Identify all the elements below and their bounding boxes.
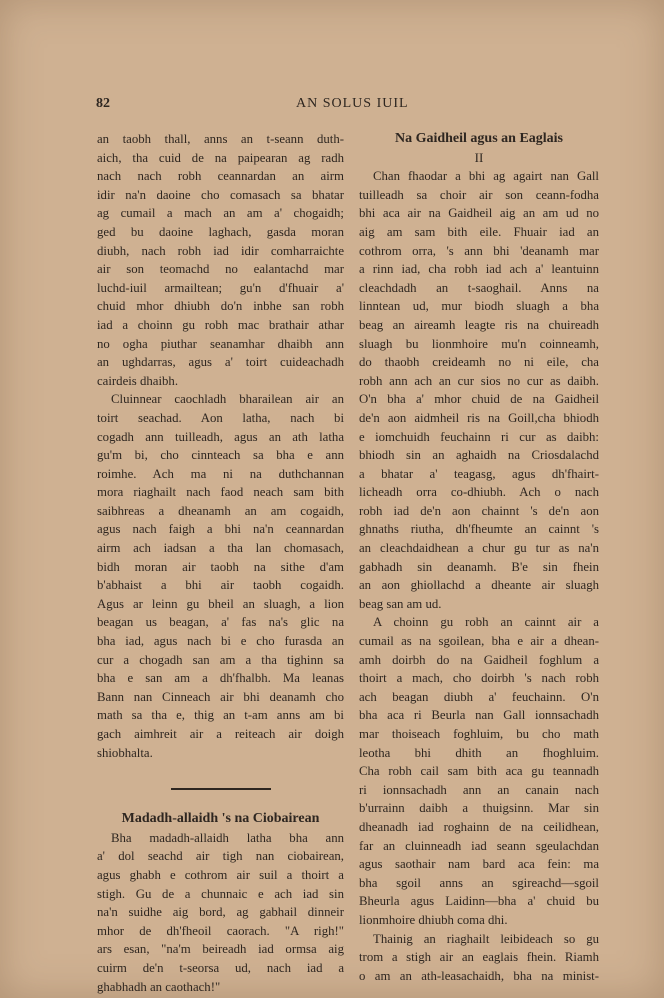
text-line: bha e san am a dh'fhalbh. Ma leanas [97, 671, 344, 686]
text-line: thoirt a mach, cho doirbh 's nach robh [359, 671, 599, 686]
text-line: nach nach robh ceannardan an airm [97, 169, 344, 184]
text-line: O'n bha a' mhor chuid de na Gaidheil [359, 392, 599, 407]
article-part-numeral: II [474, 149, 484, 165]
text-line: shiobhalta. [97, 745, 153, 760]
text-line: iad a choinn gu robh mac brathair athar [97, 317, 344, 332]
text-line: idir na'n daoine cho comasach sa bhatar [97, 187, 344, 202]
text-line: trom a stigh air an eaglais fhein. Riamh [359, 950, 599, 965]
text-line: Bheurla agus Laidinn—bha a' chuid bu [359, 894, 599, 909]
text-line: cairdeis dhaibh. [97, 373, 179, 388]
text-line: gu'm bi, cho cinnteach sa bha e ann [97, 448, 344, 463]
text-line: luchd-iuil armailtean; gu'n d'fhuair a' [97, 280, 344, 295]
text-line: b'abhaist a bhi air taobh cogaidh. [97, 578, 344, 593]
text-line: chuid mhor dhiubh do'n inbhe san robh [97, 299, 344, 314]
text-line: stigh. Gu de a chunnaic e ach iad sin [97, 886, 344, 901]
text-line: beag san am ud. [359, 596, 442, 611]
text-line: amh doirbh do na Gaidheil foghlum a [359, 652, 599, 667]
text-line: bidh moran air taobh na sithe d'am [97, 559, 344, 574]
text-line: toirt seachad. Aon latha, nach bi [97, 410, 344, 425]
text-line: bhiodh sin an aghaidh na Criosdalachd [359, 448, 599, 463]
text-line: Thainig an riaghailt leibideach so gu [373, 931, 599, 946]
text-line: beag an aireamh leagte ris na chuireadh [359, 317, 599, 332]
text-line: cuirm de'n t-seorsa ud, nach iad a [97, 960, 344, 975]
text-line: agus ghabh e cothrom air suil a thoirt a [97, 867, 344, 882]
text-line: bha iad, agus nach bi e cho furasda an [97, 634, 344, 649]
text-line: ged bu daoine laghach, gasda moran [97, 224, 344, 239]
text-line: robh iad de'n aon chainnt 's de'n aon [359, 503, 599, 518]
text-line: aich, tha cuid de na paipearan ag radh [97, 150, 344, 165]
text-line: diubh, nach robh iad idir comharraichte [97, 243, 344, 258]
right-paragraph-3 [359, 930, 599, 986]
text-line: bha aca ri Beurla nan Gall ionnsachadh [359, 708, 599, 723]
text-line: ars esan, "na'm beireadh iad ormsa aig [97, 942, 344, 957]
running-head: AN SOLUS IUIL [296, 96, 409, 111]
text-line: o am an ath-leasachaidh, bha na minist- [359, 968, 599, 983]
story-title: Madadh-allaidh 's na Ciobairean [121, 811, 320, 827]
left-paragraph-2 [97, 390, 344, 762]
text-line: agus nach faigh a bhi na'n ceannardan [97, 522, 344, 537]
text-line: Cluinnear caochladh bharailean air an [111, 392, 344, 407]
left-paragraph-3 [97, 829, 344, 996]
page-number: 82 [96, 96, 110, 111]
text-line: dheanadh iad roghainn de na ceilidhean, [359, 819, 599, 834]
text-line: an cleachdaidhean a chur gu tur as na'n [359, 541, 599, 556]
text-line: do thaobh creideamh no ni eile, cha [359, 355, 599, 370]
text-line: de'n aon aidmheil ris na Goill,cha bhiodh [359, 410, 599, 425]
text-line: ri ionnsachadh ann an canain nach [359, 782, 599, 797]
right-column [359, 130, 599, 985]
text-line: a bhatar a' teagasg, agus dh'fhairt- [359, 466, 599, 481]
text-line: saibhreas a dheanamh an am cogaidh, [97, 503, 344, 518]
article-title: Na Gaidheil agus an Eaglais [394, 131, 564, 146]
text-line: lionmhoire dhiubh coma dhi. [359, 912, 508, 927]
left-column [97, 130, 344, 996]
text-line: A choinn gu robh an cainnt air a [373, 615, 599, 630]
text-line: Chan fhaodar a bhi ag agairt nan Gall [373, 169, 599, 184]
text-line: b'urrainn daibh a thuigsinn. Mar sin [359, 801, 599, 816]
text-line: Agus ar leinn gu bheil an sluagh, a lion [97, 596, 344, 611]
text-line: airm ach iadsan a tha lan chomasach, [97, 541, 344, 556]
text-line: an taobh thall, anns an t-seann duth- [97, 132, 344, 146]
right-paragraph-1 [359, 167, 599, 613]
text-line: ach beagan diubh a' feuchainn. O'n [359, 689, 599, 704]
text-line: robh ann ach an cur sios no cur as daibh. [359, 373, 599, 388]
text-line: Bann nan Cinneach air bhi deanamh cho [97, 689, 344, 704]
text-line: na'n suidhe aig bord, ag gabhail dinneir [97, 905, 344, 920]
text-line: far an cluinneadh iad seann sgeulachdan [359, 838, 599, 853]
text-line: cur a chogadh san am a tha tighinn sa [97, 652, 344, 667]
text-line: a rinn iad, cha robh iad ach a' leantuinn [359, 262, 599, 277]
text-line: sluagh bu lionmhoire mu'n coinneamh, [359, 336, 599, 351]
section-divider [171, 788, 271, 790]
text-line: bhi aca air na Gaidheil aig an am ud no [359, 206, 599, 221]
text-line: mhor de dh'fheoil caorach. "A righ!" [97, 923, 344, 938]
text-line: ag cumail a mach an am a' chogaidh; [97, 206, 344, 221]
text-line: bha sgoil anns an sgireachd—sgoil [359, 875, 599, 890]
text-line: an ughdarras, agus a' toirt cuideachadh [97, 355, 344, 370]
text-line: gach aimhreit air a reiteach air doigh [97, 727, 344, 741]
text-line: an aon ghiollachd a dheante air sluagh [359, 578, 599, 593]
text-line: agus saothair nam bard aca fein: ma [359, 857, 599, 872]
text-line: beagan us beagan, a' fas na's glic na [97, 615, 344, 630]
page-header [96, 96, 614, 116]
text-line: mora riaghailt nach faod neach sam bith [97, 485, 344, 500]
text-line: cogadh ann tuilleadh, agus an ath latha [97, 429, 344, 444]
text-line: aig am sam bith eile. Fhuair iad an [359, 224, 599, 239]
text-line: mar thoiseach foghluim, bu cho math [359, 727, 599, 741]
text-line: air son teomachd no ealantachd mar [97, 262, 344, 277]
text-line: cleachdadh an t-saoghail. Anns na [359, 280, 599, 295]
left-paragraph-1 [97, 130, 344, 390]
text-line: ghnaths riutha, dh'fheumte an cainnt 's [359, 522, 599, 537]
right-paragraph-2 [359, 613, 599, 929]
text-line: Cha robh cail sam bith aca gu teannadh [359, 764, 599, 779]
text-line: gabhadh sin deanamh. B'e sin fhein [359, 559, 599, 574]
text-line: leotha bhi dhith an fhoghluim. [359, 745, 599, 760]
text-line: licheadh orra co-dhiubh. Ach o nach [359, 485, 599, 500]
text-line: roimhe. Ach ma ni na duthchannan [97, 466, 344, 481]
text-line: math sa tha e, thig an t-am anns am bi [97, 708, 344, 723]
text-line: ghabhadh an caothach!" [97, 979, 221, 994]
text-line: e iomchuidh feuchainn ri cur as daibh: [359, 429, 599, 444]
text-line: Bha madadh-allaidh latha bha ann [111, 830, 344, 845]
text-line: tuilleadh sa choir air son ceann-fodha [359, 187, 599, 202]
text-line: linntean ud, mur biodh sluagh a bha [359, 299, 599, 314]
text-line: cothrom orra, 's ann bhi 'deanamh mar [359, 243, 599, 258]
text-line: no ogha piuthar seanamhar dhaibh ann [97, 336, 344, 351]
text-line: a' dol seachd air tigh nan ciobairean, [97, 849, 344, 864]
text-line: cumail as na sgoilean, bha e air a dhean- [359, 634, 599, 649]
